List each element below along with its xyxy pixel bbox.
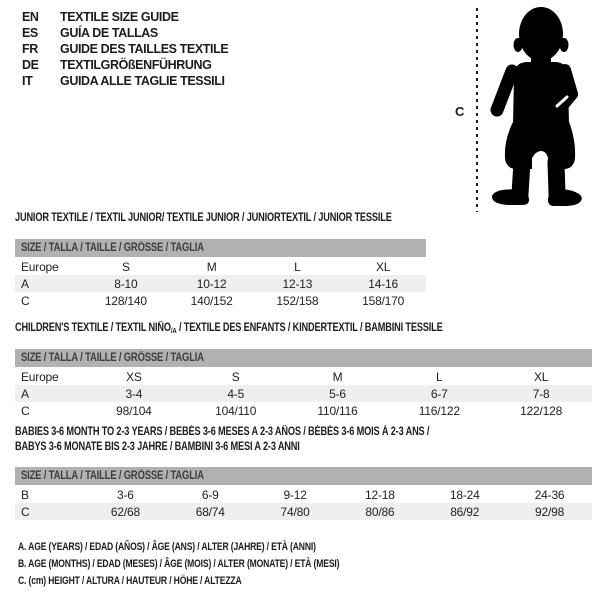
size-cell: 74/80 — [280, 504, 310, 519]
table-row — [15, 368, 592, 385]
size-cell: 24-36 — [534, 487, 565, 502]
table-row — [15, 503, 592, 520]
height-measure-label: C — [455, 104, 465, 119]
size-cell: 6-9 — [201, 487, 219, 502]
size-cell: XL — [375, 259, 391, 274]
row-label: C — [21, 504, 30, 519]
size-cell: S — [121, 259, 130, 274]
size-bar-label: SIZE / TALLA / TAILLE / GRÖSSE / TAGLIA — [21, 352, 204, 364]
size-cell: S — [231, 369, 240, 384]
table-title-line: BABIES 3-6 MONTH TO 2-3 YEARS / BEBÉS 3-6 MESES A 2-3 AÑOS / BÉBÉS 3-6 MOIS À 2-3 ANS / — [15, 426, 430, 438]
row-label: Europe — [21, 369, 59, 384]
table-title-line: CHILDREN'S TEXTILE / TEXTIL $NIÑO_{/A}$ / TEXTILE DES ENFANTS / KINDERTEXTIL / BAMBINI TESSILE — [15, 322, 443, 335]
height-dotted-line — [476, 8, 478, 212]
size-cell: XL — [533, 369, 549, 384]
lang-row-fr — [22, 41, 228, 57]
size-cell: 158/170 — [362, 293, 405, 308]
children-table-title — [15, 321, 443, 338]
size-cell: 8-10 — [114, 276, 138, 291]
lang-title: GUIDE DES TAILLES TEXTILE — [60, 42, 229, 56]
row-label: C — [21, 293, 30, 308]
lang-title: TEXTILGRÖßENFÜHRUNG — [60, 58, 212, 72]
junior-size-table — [15, 239, 426, 309]
lang-row-it — [22, 73, 228, 89]
size-bar-label: SIZE / TALLA / TAILLE / GRÖSSE / TAGLIA — [21, 242, 204, 254]
row-label: C — [21, 403, 30, 418]
size-bar-label: SIZE / TALLA / TAILLE / GRÖSSE / TAGLIA — [21, 470, 204, 482]
size-cell: 80/86 — [365, 504, 395, 519]
size-cell: L — [294, 259, 301, 274]
children-size-table — [15, 349, 592, 419]
table-title-line: BABYS 3-6 MONATE BIS 2-3 JAHRE / BAMBINI 3-6 MESI A 2-3 ANNI — [15, 441, 300, 453]
size-cell: XS — [126, 369, 142, 384]
size-cell: M — [206, 259, 217, 274]
table-row — [15, 258, 426, 275]
row-label: B — [21, 487, 29, 502]
size-cell: 7-8 — [532, 386, 550, 401]
lang-code: EN — [22, 10, 39, 24]
size-cell: 12-18 — [365, 487, 395, 502]
size-cell: 104/110 — [215, 403, 257, 418]
row-label: Europe — [21, 259, 59, 274]
size-cell: L — [436, 369, 443, 384]
lang-row-es — [22, 25, 228, 41]
table-row — [15, 292, 426, 309]
table-row — [15, 385, 592, 402]
size-cell: 18-24 — [449, 487, 480, 502]
lang-title: GUÍA DE TALLAS — [60, 26, 158, 40]
lang-code: IT — [22, 74, 33, 88]
size-cell: 86/92 — [450, 504, 480, 519]
language-header — [22, 9, 228, 89]
size-cell: 3-4 — [125, 386, 143, 401]
toddler-silhouette-figure — [484, 4, 596, 212]
size-cell: 10-12 — [196, 276, 227, 291]
babies-size-table — [15, 467, 592, 520]
row-label: A — [21, 386, 29, 401]
size-bar-header — [15, 467, 592, 485]
table-row — [15, 486, 592, 503]
lang-title: TEXTILE SIZE GUIDE — [60, 10, 179, 24]
size-cell: 152/158 — [276, 293, 319, 308]
lang-title: GUIDA ALLE TAGLIE TESSILI — [60, 74, 225, 88]
footnote-a: A. AGE (YEARS) / EDAD (AÑOS) / ÂGE (ANS) / ALTER (JAHRE) / ETÀ (ANNI) — [18, 541, 316, 553]
size-cell: 4-5 — [227, 386, 245, 401]
size-cell: 9-12 — [283, 487, 307, 502]
lang-row-de — [22, 57, 228, 73]
babies-table-title — [15, 425, 429, 455]
lang-code: FR — [22, 42, 38, 56]
size-cell: M — [332, 369, 343, 384]
size-cell: 128/140 — [104, 293, 147, 308]
size-cell: 110/116 — [317, 403, 358, 418]
footnote-c: C. (cm) HEIGHT / ALTURA / HAUTEUR / HÖHE / ALTEZZA — [18, 575, 242, 587]
size-cell: 5-6 — [329, 386, 346, 401]
size-cell: 14-16 — [368, 276, 398, 291]
table-row — [15, 275, 426, 292]
size-bar-header — [15, 349, 592, 367]
lang-code: ES — [22, 26, 38, 40]
size-cell: 12-13 — [282, 276, 313, 291]
footnotes — [18, 539, 430, 590]
size-bar-header — [15, 239, 426, 257]
size-cell: 140/152 — [190, 293, 233, 308]
junior-table-title — [15, 211, 392, 226]
size-cell: 92/98 — [535, 504, 565, 519]
size-cell: 62/68 — [110, 504, 140, 519]
size-cell: 98/104 — [116, 403, 152, 418]
size-cell: 3-6 — [117, 487, 134, 502]
row-label: A — [21, 276, 29, 291]
size-cell: 122/128 — [520, 403, 563, 418]
lang-code: DE — [22, 58, 39, 72]
size-cell: 6-7 — [430, 386, 448, 401]
lang-row-en — [22, 9, 228, 25]
table-row — [15, 402, 592, 419]
size-cell: 116/122 — [418, 403, 460, 418]
table-title-line: JUNIOR TEXTILE / TEXTIL JUNIOR/ TEXTILE JUNIOR / JUNIORTEXTIL / JUNIOR TESSILE — [15, 212, 392, 224]
footnote-b: B. AGE (MONTHS) / EDAD (MESES) / ÂGE (MOIS) / ALTER (MONATE) / ETÀ (MESI) — [18, 558, 340, 570]
size-cell: 68/74 — [195, 504, 225, 519]
